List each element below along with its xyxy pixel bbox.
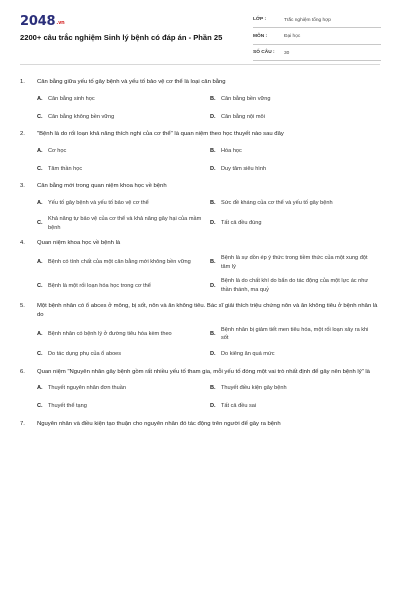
header-divider	[20, 64, 380, 65]
answer-option[interactable]	[210, 401, 383, 413]
meta-value: Đại học	[284, 34, 301, 39]
option-text: Bệnh nhân bị giảm tiết men tiêu hóa, một rối loạn xảy ra khi sốt	[221, 326, 369, 342]
option-letter: A.	[37, 259, 43, 266]
question-item	[20, 130, 380, 175]
option-text: Tất cả đều đúng	[221, 220, 262, 227]
answer-option[interactable]	[37, 111, 210, 123]
answer-option[interactable]	[210, 277, 383, 294]
question-text: Cân bằng mới trong quan niệm khoa học về bệnh	[37, 183, 167, 189]
answer-option[interactable]	[210, 197, 383, 209]
question-stem	[20, 78, 380, 87]
option-letter: B.	[210, 147, 216, 154]
question-text: Nguyên nhân và điều kiện tạo thuận cho nguyên nhân đó tác động trên người để gây ra bệnh	[37, 420, 281, 427]
option-text: Hóa học	[221, 147, 242, 154]
answer-option[interactable]	[37, 326, 210, 343]
option-letter: B.	[210, 259, 216, 266]
option-text: Tất cả đều sai	[221, 403, 257, 410]
answer-option[interactable]	[37, 349, 210, 361]
site-logo[interactable]	[20, 14, 65, 29]
option-letter: D.	[210, 282, 216, 289]
answer-option[interactable]	[37, 93, 210, 105]
option-letter: B.	[210, 330, 216, 337]
answer-option[interactable]	[37, 163, 210, 175]
option-letter: C.	[37, 113, 43, 120]
answer-option[interactable]	[210, 326, 383, 343]
option-letter: D.	[210, 165, 216, 172]
option-letter: C.	[37, 220, 43, 227]
question-item	[20, 239, 380, 294]
question-item	[20, 368, 380, 413]
answer-option[interactable]	[210, 349, 383, 361]
question-text: Cân bằng giữa yếu tố gây bệnh và yếu tố bảo vệ cơ thể là loại cân bằng	[37, 79, 226, 85]
option-letter: D.	[210, 113, 216, 120]
question-stem	[20, 182, 380, 191]
question-text: Một bệnh nhân có ổ abces ở mông, bị sốt, nôn và ăn không tiêu. Bác sĩ giải thích triệu chứng nôn và ăn không tiêu ở bệnh nhân là do	[37, 302, 378, 318]
meta-label: LỚP :	[253, 17, 267, 22]
option-text: Bệnh có tính chất của một cân bằng mới không bền vững	[48, 259, 191, 266]
option-text: Do tác dụng phụ của ổ aboes	[48, 351, 122, 358]
answer-option[interactable]	[210, 111, 383, 123]
meta-label: SỐ CÂU :	[253, 50, 275, 55]
question-text: Quan niệm khoa học về bệnh là	[37, 240, 121, 247]
logo-number: 2048	[20, 14, 56, 29]
option-letter: D.	[210, 351, 216, 358]
question-text: Quan niệm "Nguyên nhân gây bệnh gồm rất nhiều yếu tố tham gia, mỗi yếu tố đóng một vai trò nhất định để gây nên bệnh lý" là	[37, 368, 370, 375]
option-letter: A.	[37, 147, 43, 154]
meta-row-count	[253, 47, 381, 61]
option-text: Do kiêng ăn quá mức	[221, 351, 275, 358]
option-text: Khả năng tự bảo vệ của cơ thể và khả năng gây hại của mầm bệnh	[48, 216, 202, 231]
question-number: 3.	[20, 183, 25, 189]
answer-options	[37, 383, 380, 413]
option-text: Thuyết thể tạng	[48, 403, 87, 410]
meta-value: 30	[284, 50, 290, 56]
option-letter: D.	[210, 220, 216, 227]
meta-row-subject	[253, 31, 381, 45]
answer-options	[37, 254, 380, 294]
answer-option[interactable]	[37, 277, 210, 294]
option-text: Tâm thần học	[48, 165, 83, 172]
question-item	[20, 182, 380, 232]
question-item	[20, 302, 380, 361]
question-number: 7.	[20, 420, 25, 427]
question-item	[20, 420, 380, 429]
option-text: Yếu tố gây bệnh và yếu tố bảo vệ cơ thể	[48, 199, 149, 206]
option-letter: B.	[210, 199, 216, 206]
option-letter: C.	[37, 403, 43, 410]
question-stem	[20, 302, 380, 320]
answer-option[interactable]	[210, 254, 383, 271]
question-number: 6.	[20, 368, 25, 375]
option-text: Thuyết điều kiện gây bệnh	[221, 385, 287, 392]
answer-option[interactable]	[210, 145, 383, 157]
answer-option[interactable]	[37, 254, 210, 271]
option-letter: A.	[37, 385, 43, 392]
question-text: "Bệnh là do rối loạn khả năng thích nghi của cơ thể" là quan niệm theo học thuyết nào sau đây	[37, 131, 284, 137]
option-text: Cân bằng không bền vững	[48, 113, 115, 120]
question-number: 4.	[20, 240, 25, 247]
option-letter: B.	[210, 385, 216, 392]
option-text: Sức đề kháng của cơ thể và yếu tố gây bệnh	[221, 199, 333, 206]
answer-option[interactable]	[210, 383, 383, 395]
meta-label: MÔN :	[253, 33, 268, 39]
option-letter: C.	[37, 282, 43, 289]
option-text: Cân bằng bền vững	[221, 95, 271, 102]
option-text: Cơ học	[48, 147, 67, 154]
option-text: Bệnh nhân có bệnh lý ở đường tiêu hóa kèm theo	[48, 330, 172, 337]
question-number: 5.	[20, 302, 25, 309]
answer-option[interactable]	[210, 215, 383, 232]
option-letter: A.	[37, 330, 43, 337]
question-number: 1.	[20, 79, 25, 85]
question-number: 2.	[20, 131, 25, 137]
answer-option[interactable]	[210, 163, 383, 175]
logo-domain: .vn	[56, 20, 65, 26]
question-item	[20, 78, 380, 123]
answer-options	[37, 145, 380, 175]
answer-option[interactable]	[37, 215, 210, 232]
option-text: Bệnh là một rối loạn hóa học trong cơ thể	[48, 282, 151, 289]
answer-option[interactable]	[37, 383, 210, 395]
document-meta	[253, 14, 381, 64]
answer-option[interactable]	[210, 93, 383, 105]
answer-options	[37, 93, 380, 123]
option-letter: D.	[210, 403, 216, 410]
option-letter: C.	[37, 165, 43, 172]
option-text: Bệnh là do chất khí do bẩn do tác động của một lực ác như thần thánh, ma quỷ	[221, 278, 369, 293]
document-title: 2200+ câu trắc nghiệm Sinh lý bệnh có đáp án - Phần 25	[20, 33, 223, 42]
option-text: Thuyết nguyên nhân đơn thuần	[48, 385, 127, 392]
option-text: Duy tâm siêu hình	[221, 165, 267, 172]
question-stem	[20, 239, 380, 248]
document-header	[0, 0, 400, 63]
question-list	[20, 78, 380, 436]
answer-options	[37, 197, 380, 232]
answer-option[interactable]	[37, 145, 210, 157]
option-letter: C.	[37, 351, 43, 358]
answer-option[interactable]	[37, 197, 210, 209]
option-letter: A.	[37, 199, 43, 206]
option-text: Cân bằng sinh học	[48, 95, 95, 102]
option-letter: B.	[210, 95, 216, 102]
answer-option[interactable]	[37, 401, 210, 413]
option-letter: A.	[37, 95, 43, 102]
meta-row-class	[253, 14, 381, 28]
answer-options	[37, 326, 380, 361]
option-text: Bệnh là sự dồn ép ý thức trong tiềm thức của một xung đột tâm lý	[221, 255, 368, 270]
question-stem	[20, 368, 380, 377]
question-stem	[20, 130, 380, 139]
meta-value: Trắc nghiệm tổng hợp	[284, 17, 331, 23]
question-stem	[20, 420, 380, 429]
option-text: Cân bằng nội môi	[221, 113, 265, 120]
